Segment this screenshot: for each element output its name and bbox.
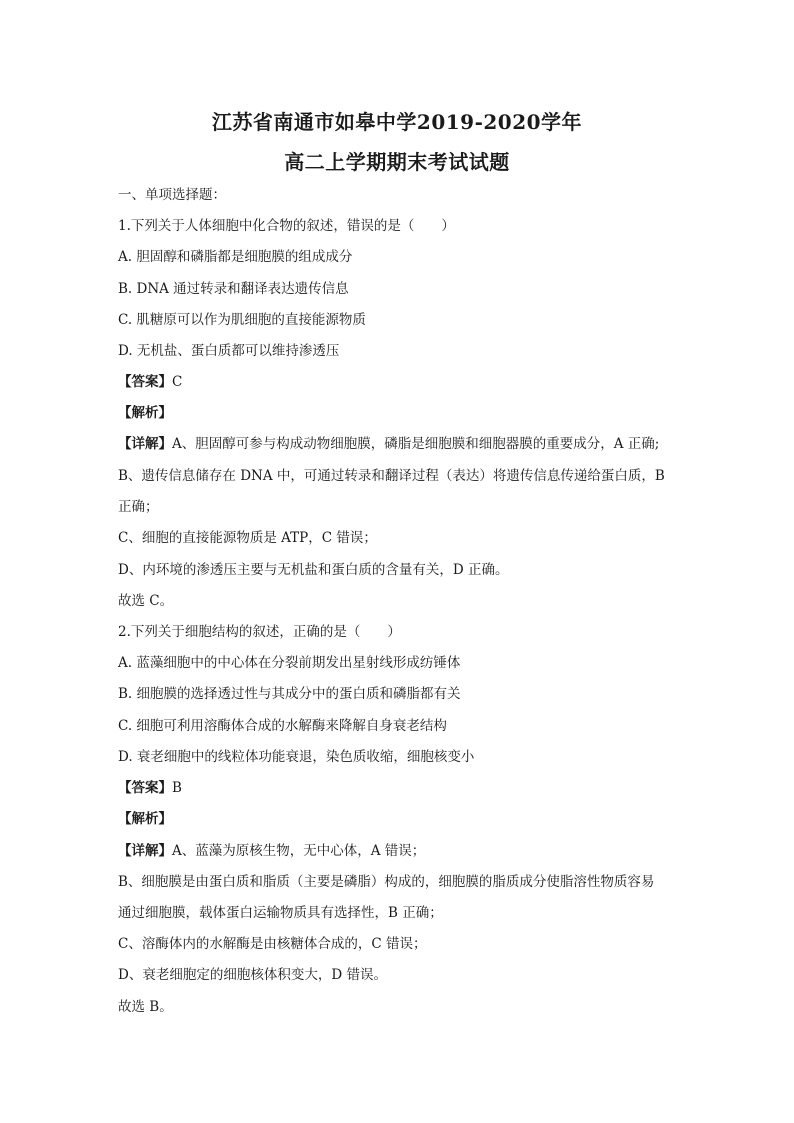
question-2-answer [118, 779, 182, 797]
question-2-option-c: C. 细胞可利用溶酶体合成的水解酶来降解自身衰老结构 [118, 718, 447, 734]
question-1-option-d: D. 无机盐、蛋白质都可以维持渗透压 [118, 343, 340, 359]
detail-text: A、胆固醇可参与构成动物细胞膜，磷脂是细胞膜和细胞器膜的重要成分，A 正确; [172, 436, 660, 452]
question-1-detail-line-4: C、细胞的直接能源物质是 ATP，C 错误； [118, 530, 377, 546]
question-1-analysis-label: 【解析】 [118, 405, 172, 421]
question-2-detail-line-2: B、细胞膜是由蛋白质和脂质（主要是磷脂）构成的，细胞膜的脂质成分使脂溶性物质容易 [118, 874, 655, 890]
question-2-conclusion: 故选 B。 [118, 999, 173, 1015]
question-2-option-a: A. 蓝藻细胞中的中心体在分裂前期发出星射线形成纺锤体 [118, 655, 461, 671]
detail-text: A、蓝藻为原核生物，无中心体，A 错误； [172, 843, 426, 859]
question-2-analysis-label: 【解析】 [118, 811, 172, 827]
answer-value: B [172, 780, 182, 796]
question-2-detail-line-3: 通过细胞膜，载体蛋白运输物质具有选择性，B 正确； [118, 905, 443, 921]
question-1-detail-line-2: B、遗传信息储存在 DNA 中，可通过转录和翻译过程（表达）将遗传信息传递给蛋白质，B [118, 468, 665, 484]
question-2-detail-line-1 [118, 842, 425, 860]
question-1-answer [118, 373, 182, 391]
question-1-conclusion: 故选 C。 [118, 593, 174, 609]
section-heading: 一、单项选择题： [118, 187, 226, 203]
question-1-option-c: C. 肌糖原可以作为肌细胞的直接能源物质 [118, 312, 366, 328]
detail-label: 【详解】 [118, 843, 172, 859]
document-title-line-2: 高二上学期期末考试试题 [284, 150, 510, 174]
question-1-detail-line-3: 正确； [118, 499, 159, 515]
question-1-option-a: A. 胆固醇和磷脂都是细胞膜的组成成分 [118, 249, 353, 265]
document-title-line-1: 江苏省南通市如皋中学2019-2020学年 [211, 110, 583, 134]
answer-label: 【答案】 [118, 374, 172, 390]
question-2-detail-line-4: C、溶酶体内的水解酶是由核糖体合成的，C 错误； [118, 936, 427, 952]
question-1-option-b: B. DNA 通过转录和翻译表达遗传信息 [118, 281, 349, 297]
question-1-detail-line-5: D、内环境的渗透压主要与无机盐和蛋白质的含量有关，D 正确。 [118, 562, 509, 578]
answer-label: 【答案】 [118, 780, 172, 796]
question-2-detail-line-5: D、衰老细胞定的细胞核体积变大，D 错误。 [118, 967, 387, 983]
question-1-stem: 1.下列关于人体细胞中化合物的叙述，错误的是（ ） [118, 218, 455, 234]
question-2-stem: 2.下列关于细胞结构的叙述，正确的是（ ） [118, 624, 401, 640]
question-2-option-b: B. 细胞膜的选择透过性与其成分中的蛋白质和磷脂都有关 [118, 686, 461, 702]
question-2-option-d: D. 衰老细胞中的线粒体功能衰退，染色质收缩，细胞核变小 [118, 749, 475, 765]
answer-value: C [172, 374, 183, 390]
question-1-detail-line-1 [118, 435, 659, 453]
detail-label: 【详解】 [118, 436, 172, 452]
